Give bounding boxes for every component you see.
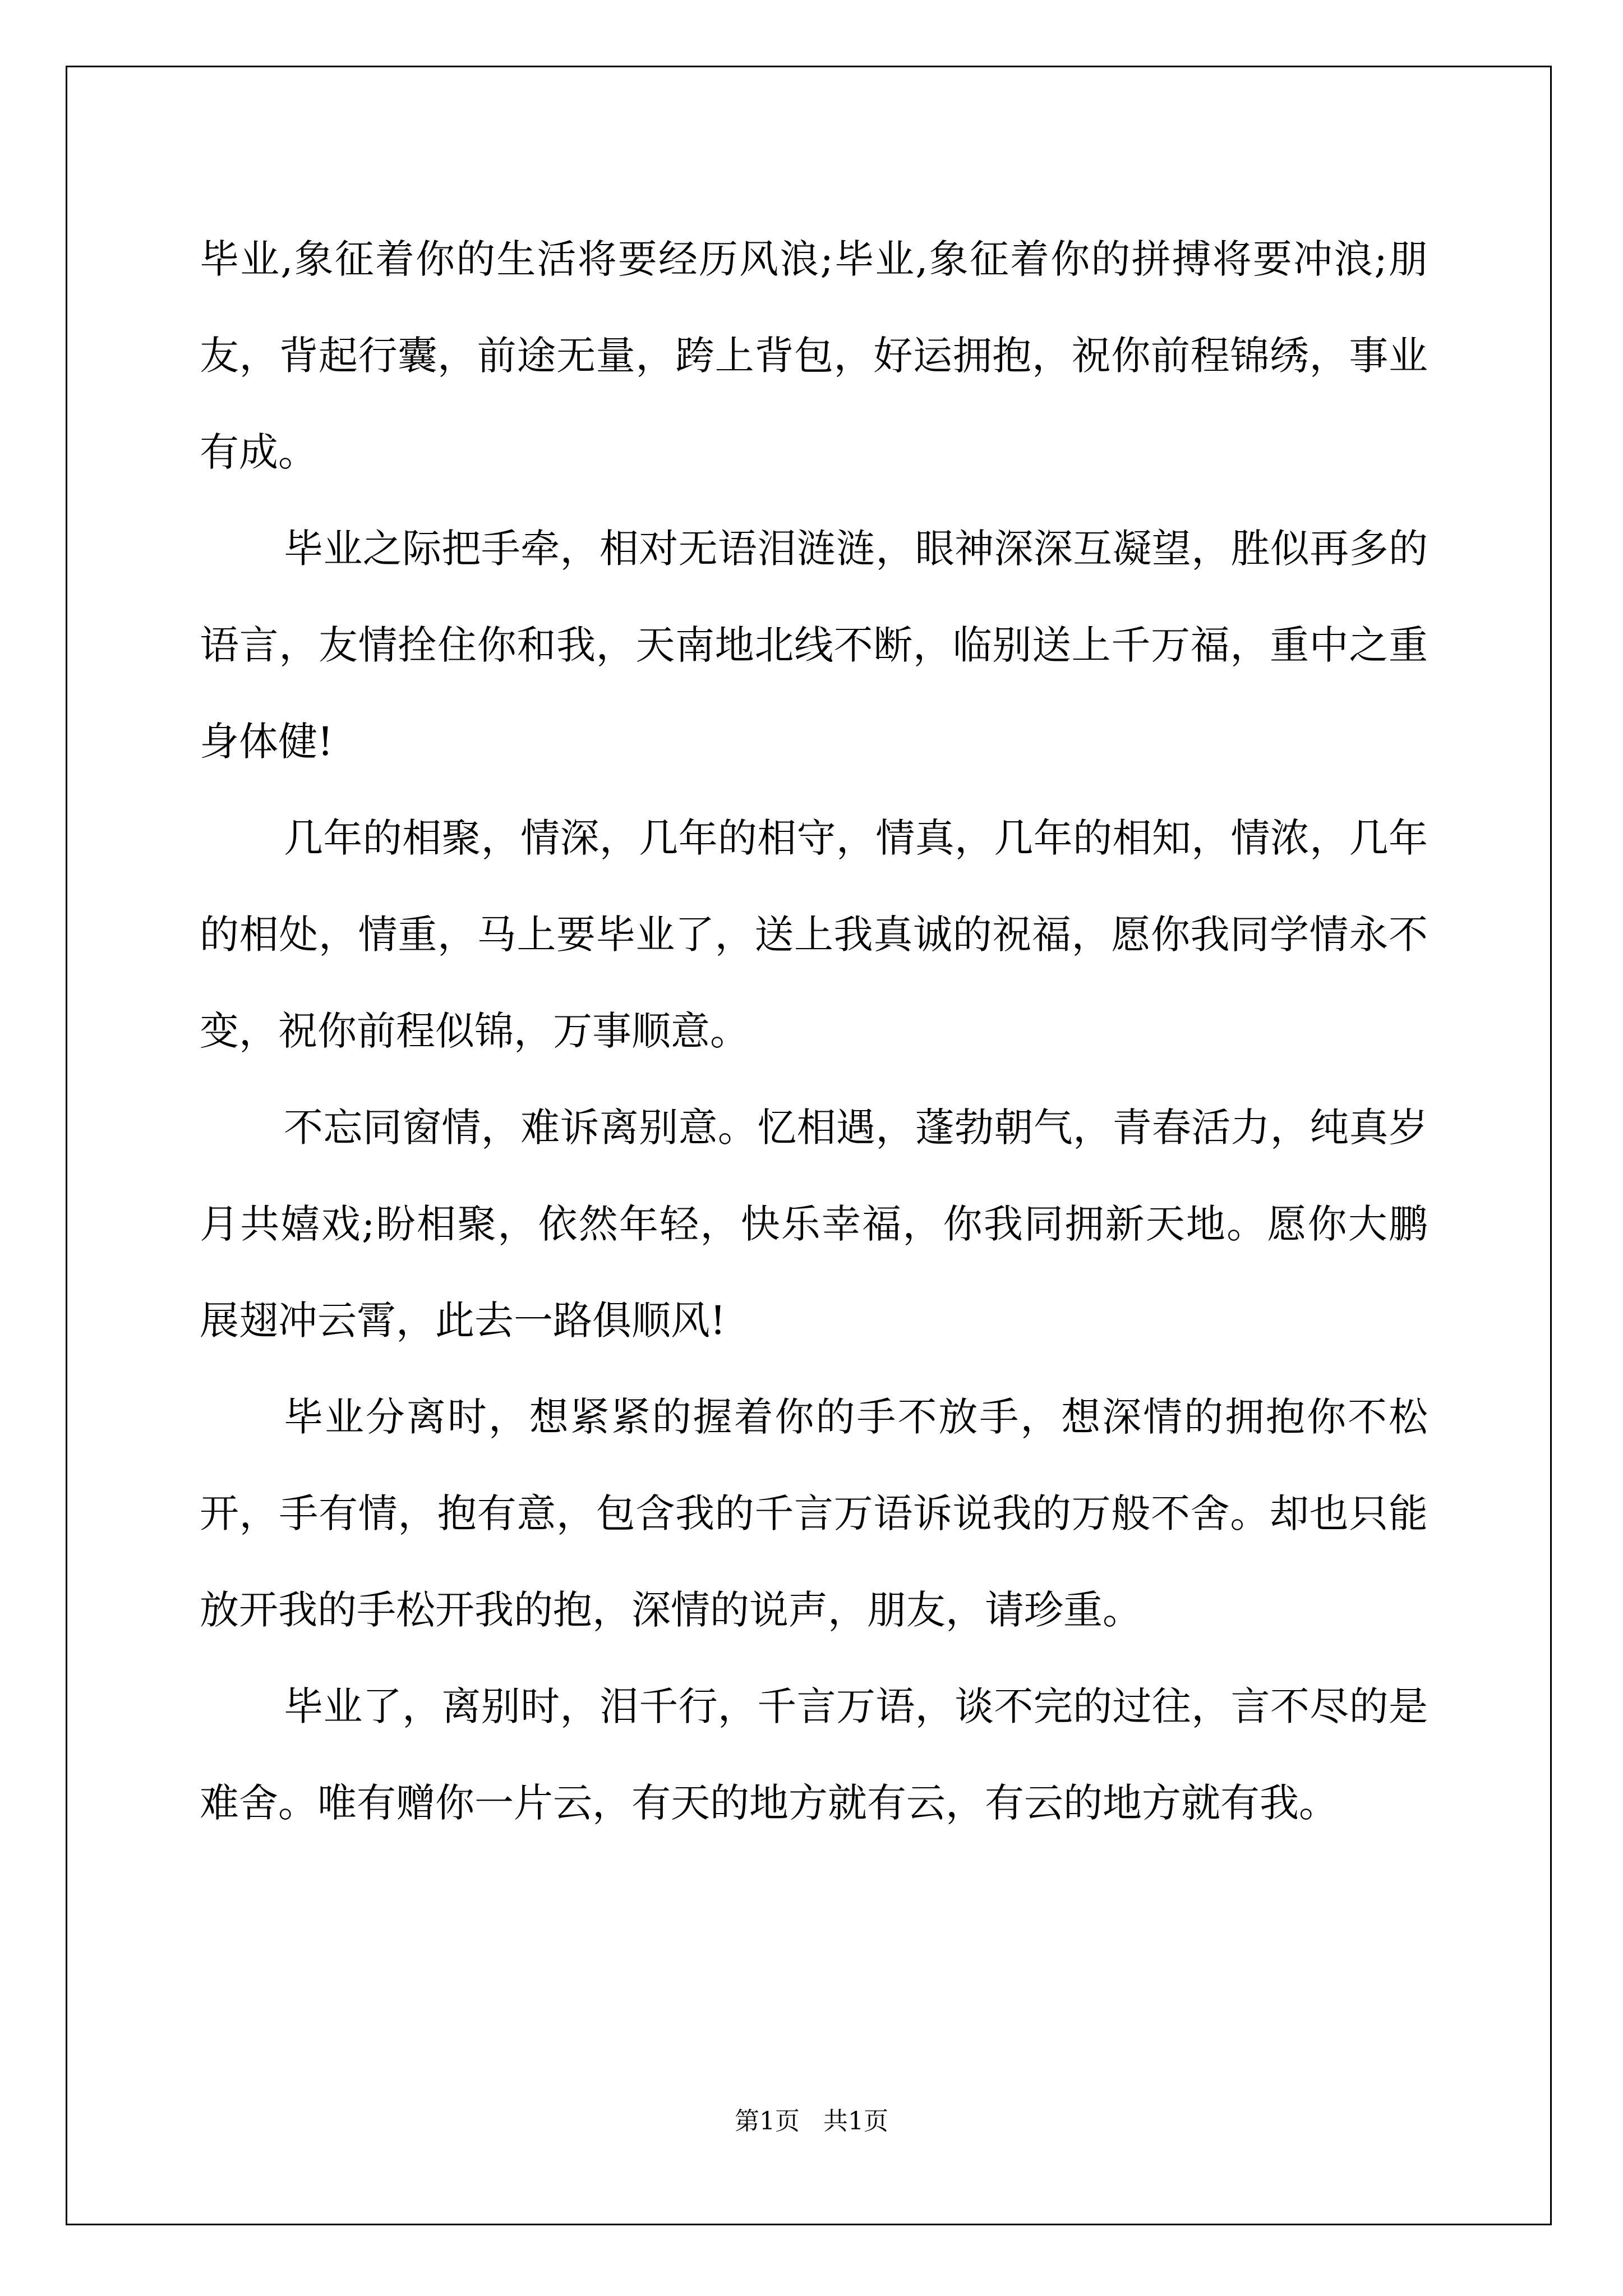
page-footer: 第1页 共1页 [735,2107,888,2136]
paragraph-1: 毕业,象征着你的生活将要经历风浪;毕业,象征着你的拼搏将要冲浪;朋友，背起行囊，前途无量，跨上背包，好运拥抱，祝你前程锦绣，事业有成。 [200,236,1428,475]
document-body [200,211,1428,1851]
paragraph-6: 毕业了，离别时，泪千行，千言万语，谈不完的过往，言不尽的是难舍。唯有赠你一片云，有天的地方就有云，有云的地方就有我。 [200,1683,1428,1826]
paragraph-4: 不忘同窗情，难诉离别意。忆相遇，蓬勃朝气，青春活力，纯真岁月共嬉戏;盼相聚，依然年轻，快乐幸福，你我同拥新天地。愿你大鹏展翅冲云霄，此去一路俱顺风! [200,1105,1428,1343]
paragraph-3: 几年的相聚，情深，几年的相守，情真，几年的相知，情浓，几年的相处，情重，马上要毕业了，送上我真诚的祝福，愿你我同学情永不变，祝你前程似锦，万事顺意。 [200,815,1428,1054]
paragraph-5: 毕业分离时，想紧紧的握着你的手不放手，想深情的拥抱你不松开，手有情，抱有意，包含我的千言万语诉说我的万般不舍。却也只能放开我的手松开我的抱，深情的说声，朋友，请珍重。 [200,1394,1428,1633]
paragraph-2: 毕业之际把手牵，相对无语泪涟涟，眼神深深互凝望，胜似再多的语言，友情拴住你和我，天南地北线不断，临别送上千万福，重中之重身体健! [200,526,1428,765]
